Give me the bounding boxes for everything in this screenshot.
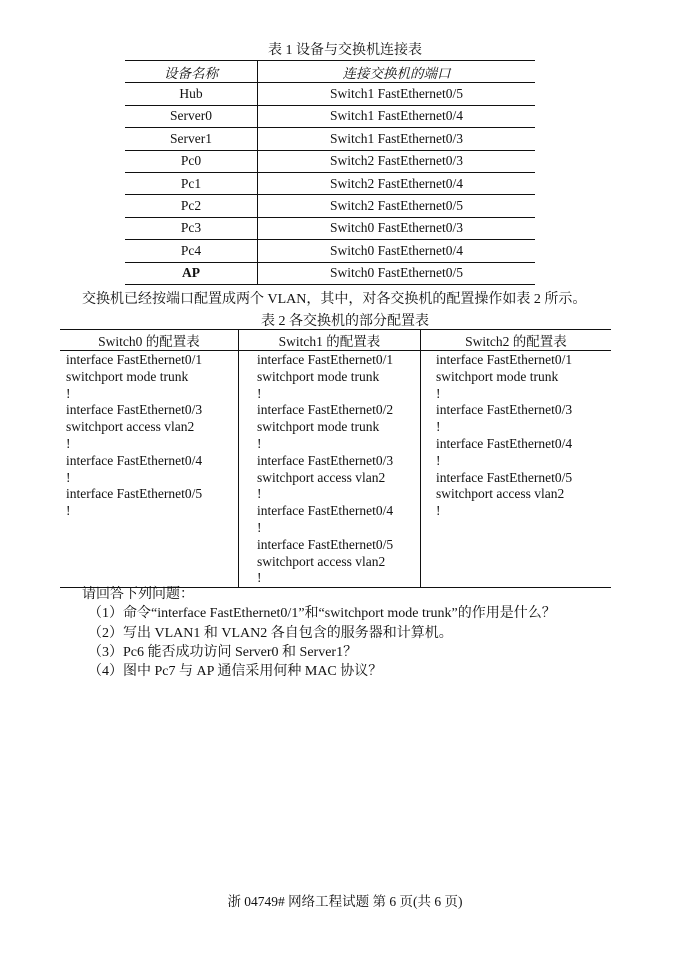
switch1-header: Switch1 的配置表 bbox=[239, 330, 421, 351]
question-item: （1）命令“interface FastEthernet0/1”和“switchport mode trunk”的作用是什么？ bbox=[88, 606, 556, 622]
config-line: interface FastEthernet0/4 bbox=[66, 452, 203, 468]
config-line: switchport mode trunk bbox=[257, 368, 380, 384]
port-cell: Switch1 FastEthernet0/5 bbox=[258, 83, 536, 105]
table-row bbox=[125, 240, 535, 262]
config-line: interface FastEthernet0/1 bbox=[66, 352, 203, 367]
config-line: interface FastEthernet0/4 bbox=[436, 435, 573, 451]
port-cell: Switch2 FastEthernet0/4 bbox=[258, 172, 536, 194]
table-row bbox=[125, 262, 535, 284]
table2-header-row bbox=[60, 330, 611, 351]
config-line: interface FastEthernet0/1 bbox=[257, 352, 394, 367]
config-line: switchport mode trunk bbox=[257, 419, 380, 435]
config-line: switchport access vlan2 bbox=[257, 553, 386, 569]
device-cell: AP bbox=[125, 262, 258, 284]
question-item: （3）Pc6 能否成功访问 Server0 和 Server1？ bbox=[88, 644, 358, 660]
config-line: switchport access vlan2 bbox=[436, 486, 565, 502]
table2-body-row bbox=[60, 351, 611, 588]
config-line: ! bbox=[436, 503, 441, 519]
config-line: interface FastEthernet0/1 bbox=[436, 352, 573, 367]
config-line: ! bbox=[436, 452, 441, 468]
port-cell: Switch1 FastEthernet0/4 bbox=[258, 105, 536, 127]
device-cell: Hub bbox=[125, 83, 258, 105]
table-row bbox=[125, 105, 535, 127]
page-footer: 浙 04749# 网络工程试题 第 6 页(共 6 页) bbox=[227, 894, 463, 909]
config-line: switchport access vlan2 bbox=[257, 469, 386, 485]
table-row bbox=[125, 128, 535, 150]
config-line: interface FastEthernet0/3 bbox=[257, 452, 394, 468]
port-cell: Switch0 FastEthernet0/3 bbox=[258, 217, 536, 239]
table-row bbox=[125, 217, 535, 239]
switch2-header: Switch2 的配置表 bbox=[421, 330, 612, 351]
questions-section bbox=[82, 585, 556, 681]
table2-title: 表 2 各交换机的部分配置表 bbox=[261, 314, 429, 329]
device-cell: Pc4 bbox=[125, 240, 258, 262]
port-cell: Switch1 FastEthernet0/3 bbox=[258, 128, 536, 150]
switch2-config bbox=[421, 351, 612, 588]
questions-intro: 请回答下列问题： bbox=[82, 587, 194, 602]
question-item: （2）写出 VLAN1 和 VLAN2 各自包含的服务器和计算机。 bbox=[88, 625, 453, 641]
config-line: ! bbox=[257, 385, 262, 401]
config-line: ! bbox=[436, 419, 441, 435]
question-item: （4）图中 Pc7 与 AP 通信采用何种 MAC 协议？ bbox=[88, 664, 383, 680]
device-cell: Pc0 bbox=[125, 150, 258, 172]
config-line: switchport mode trunk bbox=[436, 368, 559, 384]
config-line: ! bbox=[257, 519, 262, 535]
device-cell: Server0 bbox=[125, 105, 258, 127]
table-row bbox=[125, 195, 535, 217]
config-line: interface FastEthernet0/3 bbox=[436, 402, 573, 418]
config-line: interface FastEthernet0/5 bbox=[436, 469, 573, 485]
config-line: interface FastEthernet0/2 bbox=[257, 402, 394, 418]
config-line: ! bbox=[66, 503, 71, 519]
config-line: ! bbox=[66, 469, 71, 485]
switch0-header: Switch0 的配置表 bbox=[60, 330, 239, 351]
config-line: switchport mode trunk bbox=[66, 368, 189, 384]
table2 bbox=[60, 329, 611, 588]
device-cell: Pc2 bbox=[125, 195, 258, 217]
table1-header-port: 连接交换机的端口 bbox=[258, 61, 536, 83]
config-line: switchport access vlan2 bbox=[66, 419, 195, 435]
switch1-config bbox=[239, 351, 421, 588]
table1-header-row bbox=[125, 61, 535, 83]
device-cell: Server1 bbox=[125, 128, 258, 150]
device-cell: Pc1 bbox=[125, 172, 258, 194]
switch0-config bbox=[60, 351, 239, 588]
config-line: interface FastEthernet0/5 bbox=[66, 486, 203, 502]
config-line: interface FastEthernet0/4 bbox=[257, 503, 394, 519]
table-row bbox=[125, 150, 535, 172]
config-line: ! bbox=[257, 435, 262, 451]
config-line: ! bbox=[257, 486, 262, 502]
config-line: ! bbox=[66, 435, 71, 451]
config-line: ! bbox=[436, 385, 441, 401]
config-line: interface FastEthernet0/3 bbox=[66, 402, 203, 418]
device-cell: Pc3 bbox=[125, 217, 258, 239]
table-row bbox=[125, 172, 535, 194]
vlan-paragraph: 交换机已经按端口配置成两个 VLAN，其中，对各交换机的配置操作如表 2 所示。 bbox=[82, 292, 587, 307]
config-line: ! bbox=[66, 385, 71, 401]
table1-header-device: 设备名称 bbox=[125, 61, 258, 83]
table-row bbox=[125, 83, 535, 105]
port-cell: Switch0 FastEthernet0/5 bbox=[258, 262, 536, 284]
config-line: ! bbox=[257, 570, 262, 586]
port-cell: Switch2 FastEthernet0/3 bbox=[258, 150, 536, 172]
port-cell: Switch2 FastEthernet0/5 bbox=[258, 195, 536, 217]
table1-title: 表 1 设备与交换机连接表 bbox=[268, 43, 422, 58]
table1 bbox=[125, 60, 535, 285]
config-line: interface FastEthernet0/5 bbox=[257, 536, 394, 552]
port-cell: Switch0 FastEthernet0/4 bbox=[258, 240, 536, 262]
